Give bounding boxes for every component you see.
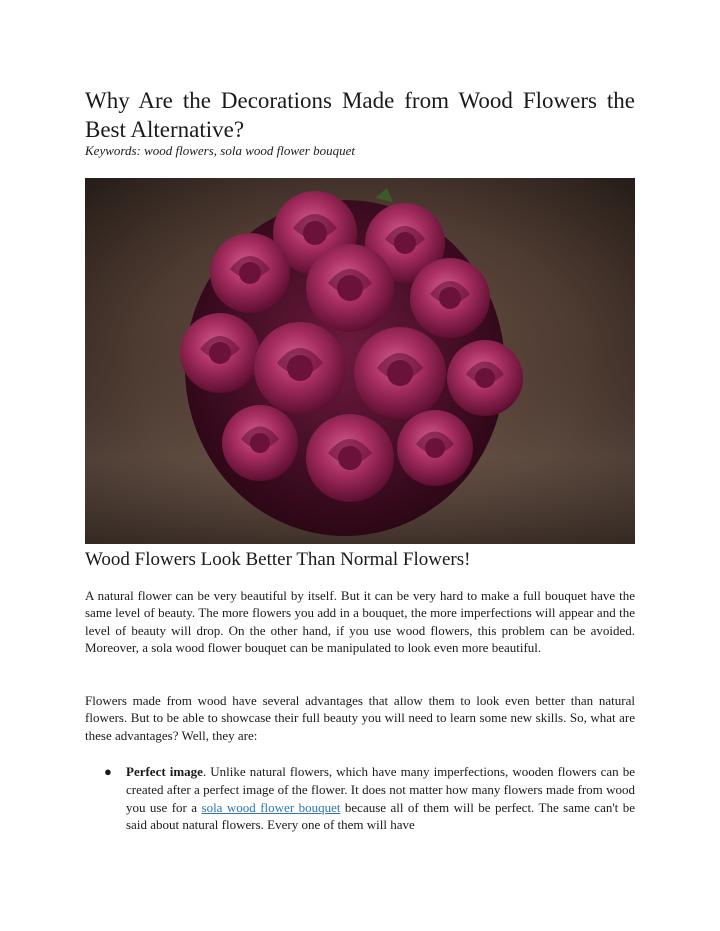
bullet-text-before-link: . Unlike natural flowers, which have many imperfections, wooden flowers can be created after a perfect image of the flower. It does not matter how many flowers made from wood you use for a [126, 764, 636, 815]
bullet-bold-term: Perfect image [126, 764, 203, 779]
page-title: Why Are the Decorations Made from Wood Flowers the Best Alternative? [85, 88, 635, 142]
sola-wood-flower-bouquet-link[interactable]: sola wood flower bouquet [201, 799, 341, 815]
bullet-icon: ● [104, 764, 112, 779]
section-heading: Wood Flowers Look Better Than Normal Flowers! [85, 549, 471, 570]
keywords-line: Keywords: wood flowers, sola wood flower bouquet [85, 143, 355, 158]
paragraph-1: A natural flower can be very beautiful by itself. But it can be very hard to make a full bouquet have the same level of beauty. The more flowers you add in a bouquet, the more imperfections will appear and the level of beauty will drop. On the other hand, if you use wood flowers, this problem can be avoided. Moreover, a sola wood flower bouquet can be manipulated to look even more beautiful. [85, 588, 635, 655]
list-item [85, 763, 635, 834]
advantages-list [85, 763, 635, 834]
paragraph-2: Flowers made from wood have several advantages that allow them to look even better than natural flowers. But to be able to showcase their full beauty you will need to learn some new skills. So, what are these advantages? Well, they are: [85, 693, 635, 743]
bullet-text-after-link: because all of them will be perfect. The same can't be said about natural flowers. Every one of them will have [126, 799, 636, 833]
rose-bouquet-image [85, 178, 635, 544]
